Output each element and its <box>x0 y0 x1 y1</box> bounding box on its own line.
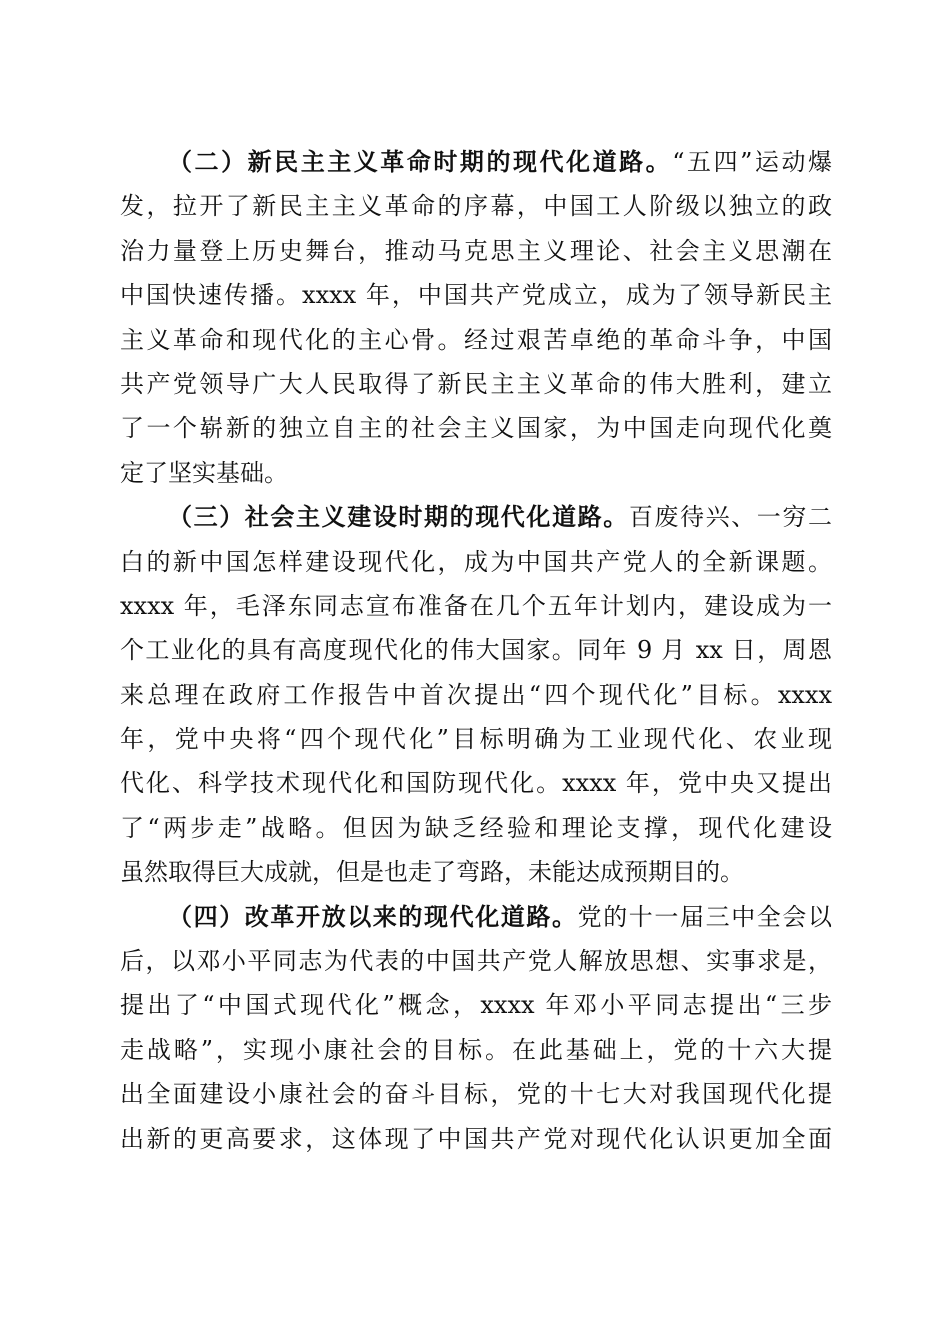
paragraph-3-line-3: 提出了“中国式现代化”概念，xxxx 年邓小平同志提出“三步 <box>120 991 832 1020</box>
paragraph-1-line-4: 中国快速传播。xxxx 年，中国共产党成立，成为了领导新民主 <box>120 281 832 310</box>
paragraph-1-line-2: 发，拉开了新民主主义革命的序幕，中国工人阶级以独立的政 <box>120 192 832 221</box>
paragraph-2-heading: （三）社会主义建设时期的现代化道路。 <box>168 502 629 532</box>
paragraph-3-line-6: 出新的更高要求，这体现了中国共产党对现代化认识更加全面 <box>120 1124 832 1153</box>
paragraph-3-heading: （四）改革开放以来的现代化道路。 <box>168 901 578 931</box>
paragraph-3-line-2: 后，以邓小平同志为代表的中国共产党人解放思想、实事求是， <box>120 947 832 976</box>
paragraph-2-line-3: xxxx 年，毛泽东同志宣布准备在几个五年计划内，建设成为一 <box>120 591 832 620</box>
paragraph-3-line-5: 出全面建设小康社会的奋斗目标，党的十七大对我国现代化提 <box>120 1080 832 1109</box>
paragraph-2-line-2: 白的新中国怎样建设现代化，成为中国共产党人的全新课题。 <box>120 547 832 576</box>
paragraph-2-line-9: 虽然取得巨大成就，但是也走了弯路，未能达成预期目的。 <box>120 858 744 887</box>
paragraph-1-line-3: 治力量登上历史舞台，推动马克思主义理论、社会主义思潮在 <box>120 236 832 265</box>
body-text <box>120 140 832 1161</box>
paragraph-2-line-6: 年，党中央将“四个现代化”目标明确为工业现代化、农业现 <box>120 725 832 754</box>
paragraph-2-line-4: 个工业化的具有高度现代化的伟大国家。同年 9 月 xx 日，周恩 <box>120 636 832 665</box>
paragraph-1-text: “五四”运动爆 <box>672 148 833 176</box>
paragraph-2-text: 百废待兴、一穷二 <box>628 503 833 532</box>
paragraph-1-line-6: 共产党领导广大人民取得了新民主主义革命的伟大胜利，建立 <box>120 369 832 398</box>
paragraph-1-line-1 <box>120 140 832 184</box>
paragraph-2-line-8: 了“两步走”战略。但因为缺乏经验和理论支撑，现代化建设 <box>120 813 832 842</box>
paragraph-2-line-1 <box>120 495 832 539</box>
paragraph-3-text: 党的十一届三中全会以 <box>577 902 833 931</box>
paragraph-2-line-5: 来总理在政府工作报告中首次提出“四个现代化”目标。xxxx <box>120 680 832 709</box>
paragraph-3-line-4: 走战略”，实现小康社会的目标。在此基础上，党的十六大提 <box>120 1035 832 1064</box>
paragraph-1-line-8: 定了坚实基础。 <box>120 458 288 487</box>
paragraph-1-line-5: 主义革命和现代化的主心骨。经过艰苦卓绝的革命斗争，中国 <box>120 325 832 354</box>
paragraph-3-line-1 <box>120 895 832 939</box>
paragraph-2-line-7: 代化、科学技术现代化和国防现代化。xxxx 年，党中央又提出 <box>120 769 832 798</box>
paragraph-1-line-7: 了一个崭新的独立自主的社会主义国家，为中国走向现代化奠 <box>120 414 832 443</box>
paragraph-1-heading: （二）新民主主义革命时期的现代化道路。 <box>168 147 673 176</box>
